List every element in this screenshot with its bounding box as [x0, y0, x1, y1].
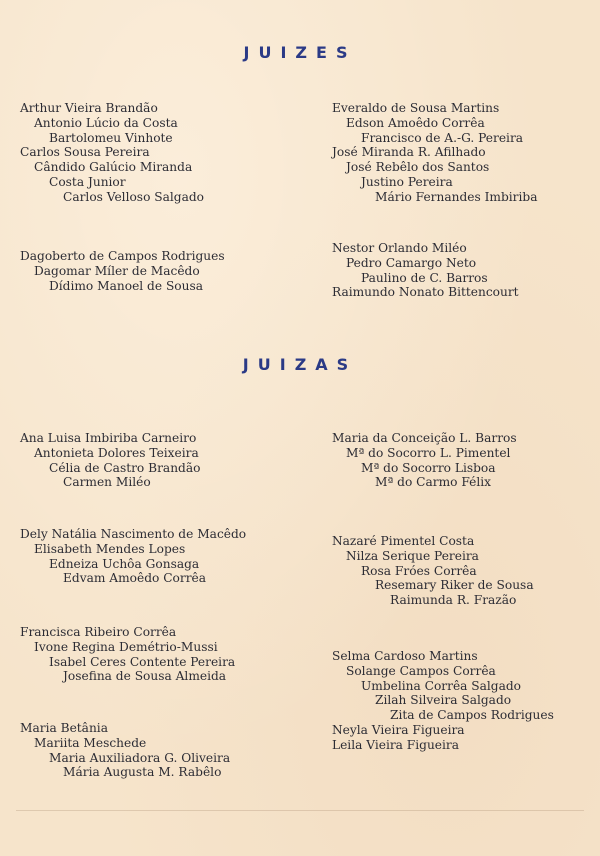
page-bottom-rule — [16, 810, 584, 811]
juizas-group-6 — [332, 649, 554, 753]
judge-name: Maria da Conceição L. Barros — [332, 431, 517, 445]
judge-name: Raimunda R. Frazão — [390, 593, 517, 608]
juizas-heading: JUIZAS — [242, 355, 358, 374]
judge-name: Paulino de C. Barros — [361, 270, 488, 285]
judge-name: José Miranda R. Afilhado — [332, 145, 486, 160]
judge-name: Bartolomeu Vinhote — [49, 130, 173, 145]
judge-name: Célia de Castro Brandão — [49, 460, 201, 475]
judge-name: Dagomar Míler de Macêdo — [34, 263, 200, 278]
judge-name: Everaldo de Sousa Martins — [332, 101, 500, 115]
judge-name: Umbelina Corrêa Salgado — [361, 678, 522, 693]
judge-name: Zita de Campos Rodrigues — [390, 708, 554, 723]
judge-name: Neyla Vieira Figueira — [332, 722, 465, 737]
judge-name: Edneiza Uchôa Gonsaga — [49, 556, 200, 571]
judge-name: Dely Natália Nascimento de Macêdo — [20, 527, 247, 541]
judge-name: Costa Junior — [49, 174, 126, 189]
judge-name: Mariita Meschede — [34, 735, 147, 750]
judge-name: Zilah Silveira Salgado — [375, 693, 512, 708]
judge-name: Carmen Miléo — [63, 475, 151, 490]
judge-name: Solange Campos Corrêa — [346, 663, 496, 678]
judge-name: Leila Vieira Figueira — [332, 737, 460, 752]
juizas-group-3 — [20, 527, 246, 586]
juizes-group-4 — [332, 241, 519, 300]
judge-name: Isabel Ceres Contente Pereira — [49, 654, 236, 669]
judge-name: Selma Cardoso Martins — [332, 649, 478, 663]
judge-name: Resemary Riker de Sousa — [375, 578, 534, 593]
judge-name: Dagoberto de Campos Rodrigues — [20, 249, 225, 263]
judge-name: Mª do Socorro Lisboa — [361, 460, 496, 475]
judge-name: Ana Luisa Imbiriba Carneiro — [20, 431, 197, 445]
judge-name: Antonieta Dolores Teixeira — [34, 445, 199, 460]
judge-name: Nilza Serique Pereira — [346, 548, 479, 563]
judge-name: Mª do Carmo Félix — [375, 475, 492, 490]
juizes-group-3 — [20, 249, 225, 293]
judge-name: Mária Augusta M. Rabêlo — [63, 765, 222, 780]
judge-name: Antonio Lúcio da Costa — [34, 115, 178, 130]
juizes-group-1 — [20, 101, 204, 205]
judge-name: Rosa Fróes Corrêa — [361, 563, 477, 578]
judge-name: Ivone Regina Demétrio-Mussi — [34, 639, 218, 654]
judge-name: Cândido Galúcio Miranda — [34, 160, 193, 175]
judge-name: Mário Fernandes Imbiriba — [375, 189, 538, 204]
judge-name: Carlos Velloso Salgado — [63, 189, 204, 204]
juizas-group-5 — [20, 625, 235, 684]
juizas-group-2 — [332, 431, 517, 490]
juizes-group-2 — [332, 101, 537, 205]
judge-name: Maria Auxiliadora G. Oliveira — [49, 750, 231, 765]
judge-name: Francisca Ribeiro Corrêa — [20, 625, 177, 639]
judge-name: Nestor Orlando Miléo — [332, 241, 467, 255]
judge-name: Maria Betânia — [20, 721, 108, 735]
judge-name: Justino Pereira — [361, 174, 453, 189]
juizas-group-7 — [20, 721, 230, 780]
juizes-heading: JUIZES — [243, 43, 357, 62]
judge-name: Edson Amoêdo Corrêa — [346, 115, 485, 130]
judge-name: Francisco de A.-G. Pereira — [361, 130, 524, 145]
judge-name: José Rebêlo dos Santos — [346, 160, 490, 175]
judge-name: Mª do Socorro L. Pimentel — [346, 445, 511, 460]
judge-name: Carlos Sousa Pereira — [20, 145, 150, 160]
judge-name: Arthur Vieira Brandão — [20, 101, 158, 115]
judge-name: Nazaré Pimentel Costa — [332, 534, 475, 548]
judge-name: Raimundo Nonato Bittencourt — [332, 285, 519, 300]
judge-name: Elisabeth Mendes Lopes — [34, 541, 186, 556]
judge-name: Edvam Amoêdo Corrêa — [63, 571, 206, 586]
juizas-group-4 — [332, 534, 534, 608]
judge-name: Dídimo Manoel de Sousa — [49, 278, 203, 293]
judge-name: Josefina de Sousa Almeida — [63, 669, 227, 684]
judge-name: Pedro Camargo Neto — [346, 255, 477, 270]
juizas-group-1 — [20, 431, 200, 490]
